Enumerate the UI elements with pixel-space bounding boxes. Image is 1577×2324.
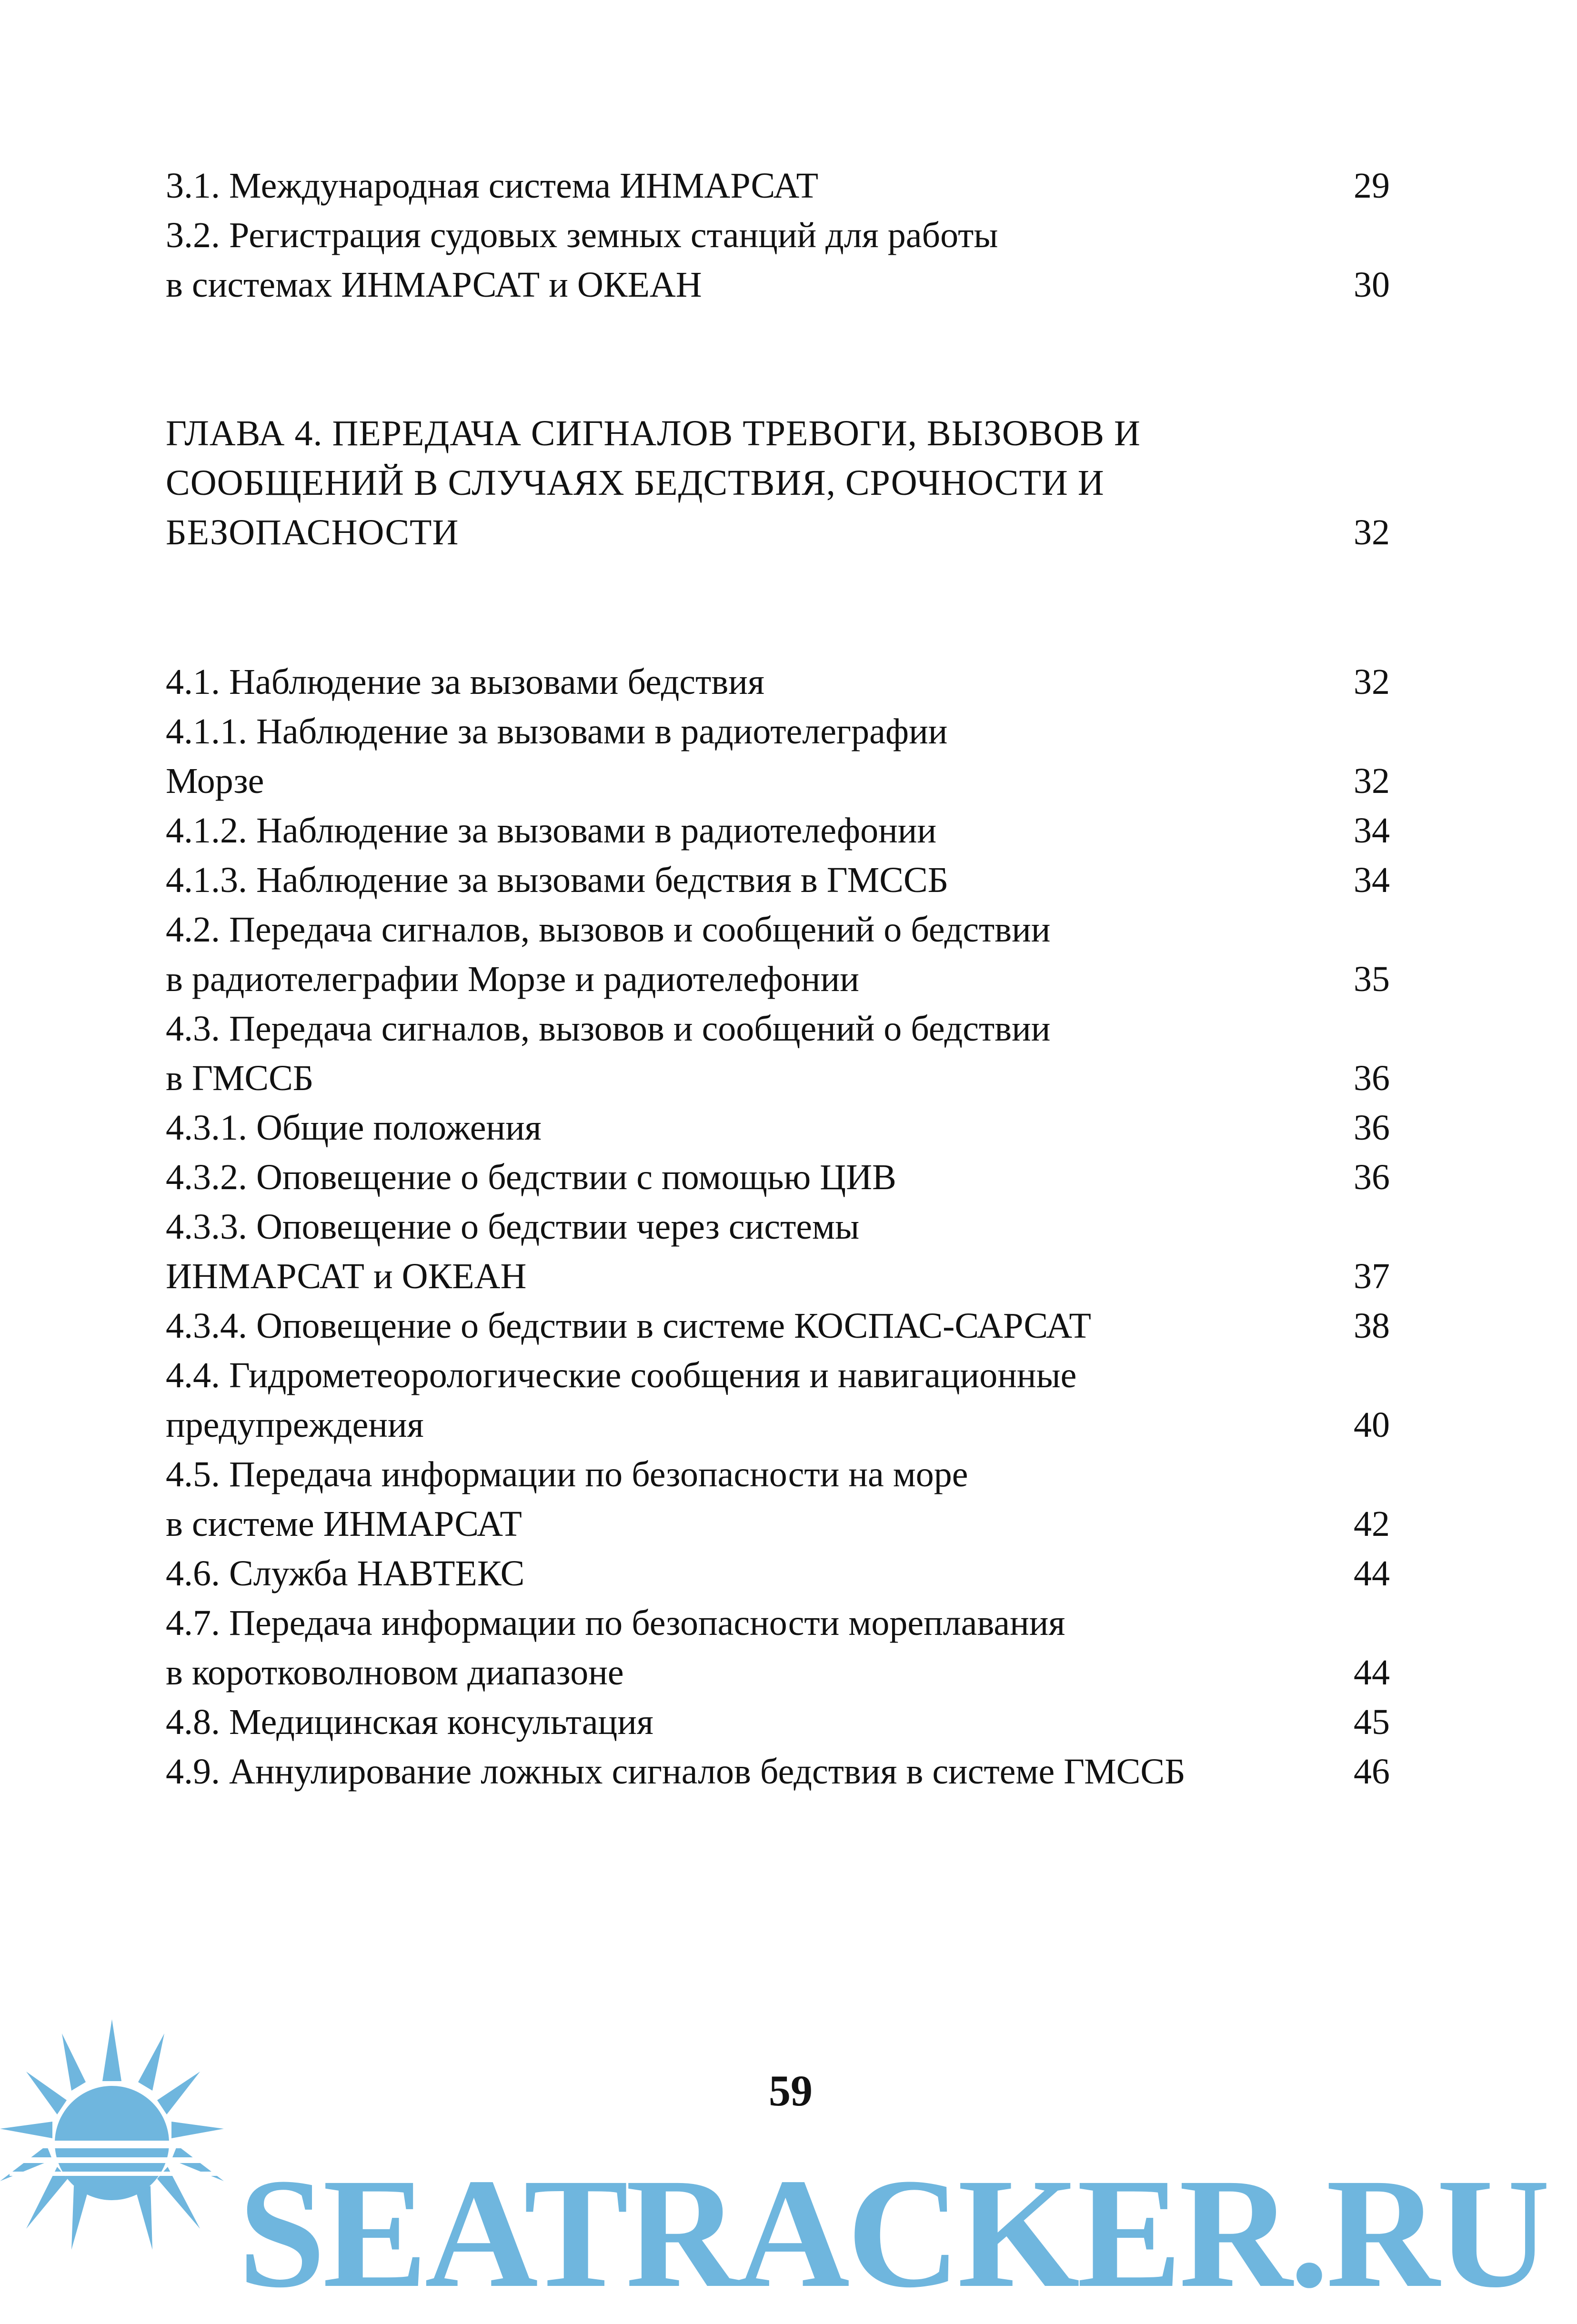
toc-entry-title: 4.1.3. Наблюдение за вызовами бедствия в ГМССБ: [166, 860, 949, 900]
toc-entry-page: 36: [1354, 1058, 1390, 1098]
page-number: 59: [769, 2066, 813, 2115]
toc-entry-4-1-3: [166, 856, 1390, 904]
toc-entry-4-1: [166, 658, 1390, 706]
toc-entry-title: в радиотелеграфии Морзе и радиотелефонии: [166, 959, 859, 999]
sun-icon: [0, 2000, 257, 2250]
toc-entry-4-9: [166, 1748, 1390, 1795]
chapter-heading: [166, 459, 1390, 507]
toc-entry-4-3-3: [166, 1203, 1390, 1251]
toc-entry-4-1-2: [166, 807, 1390, 854]
toc-entry-title: Морзе: [166, 761, 264, 801]
toc-entry-4-7-cont: [166, 1649, 1390, 1696]
toc-entry-page: 32: [1354, 662, 1390, 702]
toc-entry-page: 36: [1354, 1157, 1390, 1197]
toc-entry-title: 4.1.1. Наблюдение за вызовами в радиотелеграфии: [166, 711, 948, 751]
toc-entry-4-7: [166, 1599, 1390, 1647]
toc-entry-4-3-4: [166, 1302, 1390, 1350]
toc-entry-4-4: [166, 1352, 1390, 1399]
toc-entry-title: 3.2. Регистрация судовых земных станций для работы: [166, 215, 998, 255]
toc-entry-title: 4.6. Служба НАВТЕКС: [166, 1553, 525, 1593]
toc-entry-4-2: [166, 906, 1390, 953]
toc-entry-4-4-cont: [166, 1401, 1390, 1449]
toc-entry-title: ИНМАРСАТ и ОКЕАН: [166, 1256, 527, 1296]
toc-entry-3-2-cont: [166, 261, 1390, 309]
toc-entry-4-3-3-cont: [166, 1252, 1390, 1300]
toc-entry-4-3: [166, 1005, 1390, 1052]
toc-entry-title: 4.9. Аннулирование ложных сигналов бедствия в системе ГМССБ: [166, 1752, 1185, 1792]
toc-entry-page: 46: [1354, 1752, 1390, 1792]
watermark-brand: SEATRACKER.RU: [238, 2146, 1547, 2320]
toc-entry-page: 44: [1354, 1553, 1390, 1593]
toc-entry-4-5-cont: [166, 1500, 1390, 1548]
toc-entry-title: 4.8. Медицинская консультация: [166, 1702, 653, 1742]
toc-entry-4-3-1: [166, 1104, 1390, 1152]
toc-entry-title: 4.3.2. Оповещение о бедствии с помощью ЦИВ: [166, 1157, 896, 1197]
chapter-heading: [166, 509, 1390, 556]
toc-entry-page: 36: [1354, 1108, 1390, 1148]
toc-entry-4-1-1-cont: [166, 757, 1390, 805]
toc-entry-title: в ГМССБ: [166, 1058, 314, 1098]
toc-entry-4-8: [166, 1698, 1390, 1746]
toc-entry-4-3-cont: [166, 1054, 1390, 1102]
toc-entry-3-1: [166, 162, 1390, 210]
toc-entry-page: 38: [1354, 1306, 1390, 1346]
toc-entry-page: 35: [1354, 959, 1390, 999]
toc-entry-title: 4.3. Передача сигналов, вызовов и сообщений о бедствии: [166, 1009, 1051, 1049]
toc-entry-title: 4.1. Наблюдение за вызовами бедствия: [166, 662, 764, 702]
toc-entry-title: предупреждения: [166, 1405, 424, 1445]
toc-entry-4-2-cont: [166, 955, 1390, 1003]
toc-entry-page: 45: [1354, 1702, 1390, 1742]
toc-entry-4-6: [166, 1550, 1390, 1597]
toc-entry-4-3-2: [166, 1153, 1390, 1201]
toc-entry-title: 4.3.1. Общие положения: [166, 1108, 542, 1148]
chapter-heading: [166, 410, 1390, 457]
toc-entry-title: 4.4. Гидрометеорологические сообщения и навигационные: [166, 1355, 1077, 1395]
toc-entry-title: 4.2. Передача сигналов, вызовов и сообщений о бедствии: [166, 910, 1051, 950]
toc-entry-page: 32: [1354, 761, 1390, 801]
toc-entry-3-2: [166, 211, 1390, 259]
toc-entry-page: 30: [1354, 265, 1390, 305]
toc-entry-4-5: [166, 1451, 1390, 1498]
toc-entry-title: в системах ИНМАРСАТ и ОКЕАН: [166, 265, 702, 305]
toc-entry-page: 44: [1354, 1653, 1390, 1693]
chapter-title-line: СООБЩЕНИЙ В СЛУЧАЯХ БЕДСТВИЯ, СРОЧНОСТИ И: [166, 463, 1105, 503]
chapter-title-line: БЕЗОПАСНОСТИ: [166, 512, 459, 552]
toc-entry-title: 4.5. Передача информации по безопасности на море: [166, 1454, 968, 1494]
toc-entry-title: в коротковолновом диапазоне: [166, 1653, 624, 1693]
toc-entry-4-1-1: [166, 708, 1390, 755]
toc-entry-title: 3.1. Международная система ИНМАРСАТ: [166, 166, 819, 206]
toc-entry-page: 34: [1354, 811, 1390, 851]
toc-entry-page: 34: [1354, 860, 1390, 900]
toc-entry-page: 32: [1354, 512, 1390, 552]
toc-entry-title: 4.1.2. Наблюдение за вызовами в радиотелефонии: [166, 811, 937, 851]
toc-entry-page: 37: [1354, 1256, 1390, 1296]
toc-entry-title: 4.3.4. Оповещение о бедствии в системе КОСПАС-САРСАТ: [166, 1306, 1091, 1346]
toc-entry-title: 4.7. Передача информации по безопасности мореплавания: [166, 1603, 1065, 1643]
toc-entry-title: в системе ИНМАРСАТ: [166, 1504, 522, 1544]
toc-entry-title: 4.3.3. Оповещение о бедствии через системы: [166, 1207, 860, 1247]
toc-entry-page: 42: [1354, 1504, 1390, 1544]
toc-entry-page: 29: [1354, 166, 1390, 206]
toc-entry-page: 40: [1354, 1405, 1390, 1445]
chapter-title-line: ГЛАВА 4. ПЕРЕДАЧА СИГНАЛОВ ТРЕВОГИ, ВЫЗОВОВ И: [166, 413, 1141, 453]
watermark: [0, 2000, 1577, 2320]
